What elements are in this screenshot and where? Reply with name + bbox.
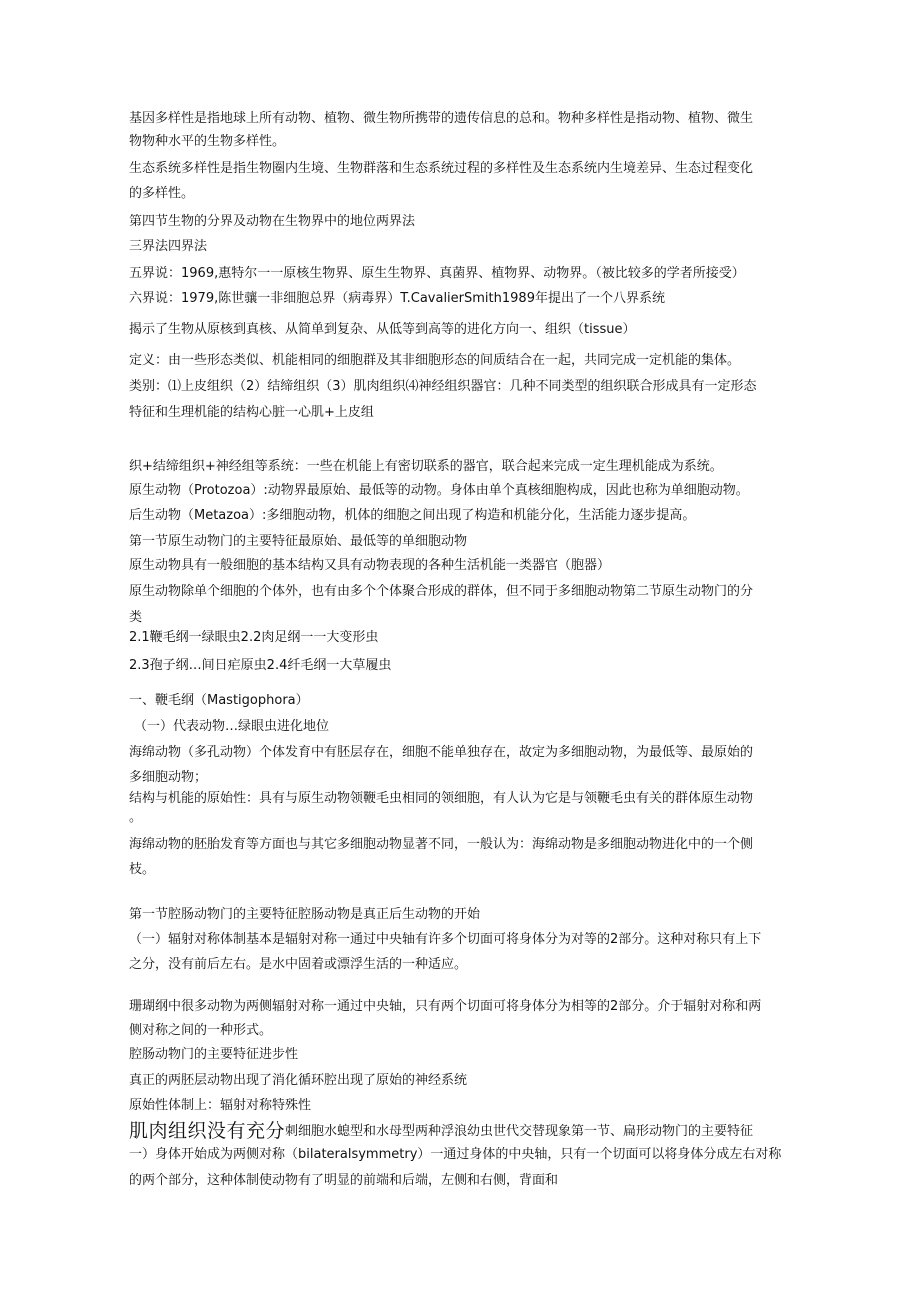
text-line: 三界法四界法	[129, 239, 208, 254]
text-line: 真正的两胚层动物出现了消化循环腔出现了原始的神经系统	[129, 1073, 468, 1088]
section-heading: 第一节原生动物门的主要特征最原始、最低等的单细胞动物	[129, 534, 468, 549]
text-line: 多细胞动物；	[129, 770, 208, 785]
section-heading: 第四节生物的分界及动物在生物界中的地位两界法	[129, 214, 416, 229]
text-line: 特征和生理机能的结构心脏一心肌+上皮组	[129, 405, 374, 420]
large-text-fragment: 肌肉组织没有充分	[129, 1120, 286, 1142]
text-line: 2.1鞭毛纲一绿眼虫2.2肉足纲一一大变形虫	[129, 630, 379, 645]
text-line: 原生动物具有一般细胞的基本结构又具有动物表现的各种生活机能一类器官（胞器）	[129, 558, 611, 573]
text-line: 结构与机能的原始性：具有与原生动物领鞭毛虫相同的领细胞，有人认为它是与领鞭毛虫有关的群体原生动物	[129, 791, 754, 806]
section-heading: 一、鞭毛纲（Mastigophora）	[129, 693, 309, 708]
text-line: 之分，没有前后左右。是水中固着或漂浮生活的一种适应。	[129, 957, 468, 972]
text-line: 珊瑚纲中很多动物为两侧辐射对称一通过中央轴，只有两个切面可将身体分为相等的2部分。介于辐射对称和两	[129, 999, 762, 1014]
text-line: 2.3孢子纲…间日疟原虫2.4纤毛纲一大草履虫	[129, 658, 392, 673]
text-line: 类	[129, 610, 143, 625]
text-line: 物物种水平的生物多样性。	[129, 134, 286, 149]
text-line: 后生动物（Metazoa）:多细胞动物，机体的细胞之间出现了构造和机能分化，生活能力逐步提高。	[129, 508, 696, 523]
text-line: 的多样性。	[129, 186, 195, 201]
text-line: 生态系统多样性是指生物圈内生境、生物群落和生态系统过程的多样性及生态系统内生境差异、生态过程变化	[129, 161, 754, 176]
text-line: 原始性体制上：辐射对称特殊性	[129, 1098, 312, 1113]
text-line: 六界说：1979,陈世骧一非细胞总界（病毒界）T.CavalierSmith1989年提出了一个八界系统	[129, 291, 665, 306]
text-line: 。	[129, 810, 143, 825]
text-fragment: 刺细胞水螅型和水母型两种浮浪幼虫世代交替现象第一节、扁形动物门的主要特征	[285, 1124, 754, 1139]
mixed-size-line	[129, 1119, 789, 1143]
text-line: 五界说：1969,惠特尔一一原核生物界、原生生物界、真菌界、植物界、动物界。（被比较多的学者所接受）	[129, 266, 745, 281]
subsection-heading: （一）代表动物…绿眼虫进化地位	[134, 719, 330, 734]
text-line: 的两个部分，这种体制使动物有了明显的前端和后端，左侧和右侧，背面和	[129, 1173, 559, 1188]
text-line: 织+结缔组织+神经组等系统：一些在机能上有密切联系的器官，联合起来完成一定生理机能成为系统。	[129, 459, 723, 474]
text-line: 海绵动物的胚胎发育等方面也与其它多细胞动物显著不同，一般认为：海绵动物是多细胞动物进化中的一个侧	[129, 837, 754, 852]
section-heading: 腔肠动物门的主要特征进步性	[129, 1047, 299, 1062]
text-line: 揭示了生物从原核到真核、从简单到复杂、从低等到高等的进化方向一、组织（tissue）	[129, 322, 636, 337]
text-line: 类别：⑴上皮组织（2）结缔组织（3）肌肉组织⑷神经组织器官：几种不同类型的组织联合形成具有一定形态	[129, 379, 757, 394]
section-heading: 第一节腔肠动物门的主要特征腔肠动物是真正后生动物的开始	[129, 907, 481, 922]
text-line: 定义：由一些形态类似、机能相同的细胞群及其非细胞形态的间质结合在一起，共同完成一定机能的集体。	[129, 353, 741, 368]
text-line: 基因多样性是指地球上所有动物、植物、微生物所携带的遗传信息的总和。物种多样性是指动物、植物、微生	[129, 111, 754, 126]
text-line: 原生动物除单个细胞的个体外，也有由多个个体聚合形成的群体，但不同于多细胞动物第二节原生动物门的分	[129, 584, 754, 599]
text-line: 原生动物（Protozoa）:动物界最原始、最低等的动物。身体由单个真核细胞构成，因此也称为单细胞动物。	[129, 483, 749, 498]
text-line: 枝。	[129, 862, 156, 877]
text-line: 海绵动物（多孔动物）个体发育中有胚层存在，细胞不能单独存在，故定为多细胞动物，为最低等、最原始的	[129, 745, 754, 760]
text-line: 一）身体开始成为两侧对称（bilateralsymmetry）一通过身体的中央轴，只有一个切面可以将身体分成左右对称	[129, 1147, 782, 1162]
text-line: 侧对称之间的一种形式。	[129, 1023, 273, 1038]
text-line: （一）辐射对称体制基本是辐射对称一通过中央轴有许多个切面可将身体分为对等的2部分。这种对称只有上下	[129, 932, 762, 947]
